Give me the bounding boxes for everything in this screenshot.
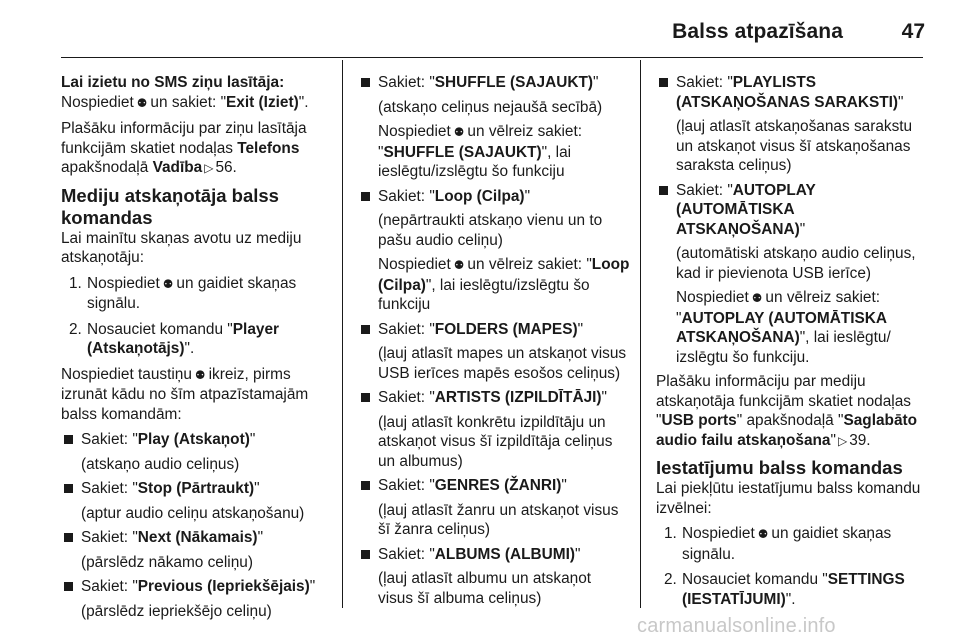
bullet-square-icon: [64, 533, 73, 542]
page-number: 47: [901, 20, 925, 43]
command: Loop (Cilpa): [434, 187, 525, 205]
bullet-shuffle: [358, 73, 630, 93]
text: un gaidiet skaņas signālu.: [682, 525, 892, 563]
text: Nospiediet: [682, 525, 755, 542]
sms-exit-instruction: [61, 93, 333, 114]
media-info-paragraph: [656, 372, 924, 451]
microphone-icon: ⚉: [136, 95, 148, 110]
command: PLAYLISTS (ATSKAŅOŠANAS SARAKSTI): [676, 74, 899, 111]
bullet-albums: [358, 545, 630, 565]
column-2: [358, 73, 630, 613]
text: Sakiet: ": [378, 477, 435, 494]
bullet-description: (aptur audio celiņu atskaņošanu): [81, 504, 305, 522]
bullet-previous: [61, 577, 333, 597]
text: ".: [785, 590, 796, 608]
column-3: [656, 73, 924, 615]
page-ref: 56.: [215, 159, 237, 176]
text: Plašāku informāciju par mediju atskaņotāja funkcijām skatiet nodaļas ": [656, 373, 911, 429]
text: Nospiediet: [378, 256, 451, 273]
bullet-loop: [358, 187, 630, 207]
header-rule: [61, 57, 923, 58]
bullet-square-icon: [361, 550, 370, 559]
microphone-icon: ⚉: [194, 367, 206, 382]
text: ikreiz, pirms izrunāt kādu no šīm atpazīstamajām balss komandām:: [61, 365, 309, 423]
step-number: 1.: [69, 274, 82, 292]
watermark: carmanualsonline.info: [637, 615, 836, 637]
bullet-genres: [358, 476, 630, 496]
text: Sakiet: ": [378, 320, 435, 338]
sms-exit-heading: Lai izietu no SMS ziņu lasītāja:: [61, 74, 285, 91]
bullet-description: (ļauj atlasīt mapes un atskaņot visus USB ierīces mapēs esošos celiņus): [378, 345, 627, 382]
text: ".: [184, 340, 195, 357]
microphone-icon: ⚉: [751, 291, 763, 305]
chapter-ref: USB ports: [661, 412, 737, 429]
text: Nospiediet: [61, 93, 134, 111]
command: Play (Atskaņot): [137, 431, 250, 448]
bullet-toggle-note: [358, 122, 630, 182]
command-player: Player (Atskaņotājs): [87, 320, 279, 357]
bullet-description: (nepārtraukti atskaņo vienu un to pašu audio celiņu): [378, 212, 603, 249]
command: Loop (Cilpa): [378, 256, 630, 294]
text: ": [309, 578, 316, 595]
step-1: [61, 274, 333, 314]
text: " apakšnodaļā ": [736, 412, 844, 429]
command: SHUFFLE (SAJAUKT): [434, 74, 593, 91]
bullet-square-icon: [361, 78, 370, 87]
command: AUTOPLAY (AUTOMĀTISKA ATSKAŅOŠANA): [676, 309, 887, 346]
bullet-toggle-note: [656, 288, 924, 367]
text: Sakiet: ": [81, 431, 138, 448]
bullet-description: (pārslēdz nākamo celiņu): [81, 553, 253, 571]
settings-step-2: [656, 570, 924, 609]
command: GENRES (ŽANRI): [434, 477, 562, 494]
text: ": [592, 74, 599, 91]
sms-info-paragraph: [61, 119, 333, 179]
command: Stop (Pārtraukt): [137, 480, 255, 497]
text: Sakiet: ": [378, 187, 435, 205]
page-ref: 39.: [849, 431, 871, 449]
command: ALBUMS (ALBUMI): [434, 545, 575, 563]
text: apakšnodaļā: [61, 159, 149, 176]
bullet-playlists: [656, 73, 924, 112]
bullet-description: (atskaņo celiņus nejaušā secībā): [378, 98, 603, 116]
bullet-description: (automātiski atskaņo audio celiņus, kad ir pievienota USB ierīce): [676, 245, 916, 282]
bullet-description: (atskaņo audio celiņus): [81, 455, 240, 473]
step-2: [61, 320, 333, 359]
bullet-square-icon: [361, 481, 370, 490]
text: Nosauciet komandu ": [87, 320, 233, 338]
page-title: Balss atpazīšana: [672, 20, 843, 43]
column-divider-1: [342, 60, 343, 608]
bullet-square-icon: [361, 192, 370, 201]
text: ", lai ieslēgtu/izslēgtu šo funkciju: [378, 276, 590, 313]
bullet-square-icon: [64, 582, 73, 591]
page-header: [0, 0, 960, 58]
text: Nospiediet taustiņu: [61, 365, 192, 383]
bullet-description: (ļauj atlasīt atskaņošanas sarakstu un atskaņot visus šī atskaņošanas saraksta celiņus): [676, 118, 913, 174]
text: ".: [298, 93, 309, 111]
text: ": [799, 220, 806, 238]
column-divider-2: [640, 60, 641, 608]
media-intro: Lai mainītu skaņas avotu uz mediju atskaņotāju:: [61, 229, 302, 266]
microphone-icon: ⚉: [757, 527, 769, 541]
command: FOLDERS (MAPES): [434, 320, 578, 338]
text: ": [254, 480, 260, 497]
text: ": [257, 529, 264, 546]
bullet-square-icon: [361, 393, 370, 402]
command-exit: Exit (Iziet): [226, 93, 299, 111]
bullet-square-icon: [361, 325, 370, 334]
bullet-folders: [358, 320, 630, 340]
text: ": [561, 477, 567, 494]
text: Sakiet: ": [378, 545, 435, 563]
text: ": [575, 545, 581, 563]
step-number: 1.: [664, 525, 677, 542]
text: ": [249, 431, 256, 448]
command-settings: SETTINGS (IESTATĪJUMI): [682, 571, 905, 608]
step-number: 2.: [69, 320, 82, 338]
microphone-icon: ⚉: [162, 276, 174, 291]
text: Sakiet: ": [81, 480, 138, 497]
command: ARTISTS (IZPILDĪTĀJI): [434, 389, 602, 406]
bullet-square-icon: [659, 186, 668, 195]
command: Previous (Iepriekšējais): [137, 578, 310, 595]
command: Next (Nākamais): [137, 529, 258, 546]
section-ref: Saglabāto audio failu atskaņošana: [656, 412, 918, 449]
text: un vēlreiz sakiet: ": [467, 256, 592, 273]
text: ", lai ieslēgtu/izslēgtu šo funkciju: [378, 143, 572, 180]
text: un vēlreiz sakiet: ": [378, 123, 583, 161]
text: ": [524, 187, 531, 205]
page-ref-icon: ▷: [204, 161, 214, 175]
settings-section-heading: Iestatījumu balss komandas: [656, 457, 903, 478]
settings-intro: Lai piekļūtu iestatījumu balss komandu izvēlnei:: [656, 480, 921, 517]
bullet-stop: [61, 479, 333, 499]
page-ref-icon: ▷: [837, 433, 848, 448]
text: Plašāku informāciju par ziņu lasītāja funkcijām skatiet nodaļas: [61, 120, 307, 157]
bullet-description: (ļauj atlasīt albumu un atskaņot visus šī albuma celiņus): [378, 570, 592, 607]
section-ref: Vadība: [152, 159, 203, 176]
command: AUTOPLAY (AUTOMĀTISKA ATSKAŅOŠANA): [676, 181, 816, 238]
text: Nospiediet: [378, 123, 451, 140]
bullet-square-icon: [64, 435, 73, 444]
text: Nospiediet: [676, 289, 749, 306]
chapter-ref: Telefons: [237, 139, 300, 157]
text: Sakiet: ": [378, 74, 435, 91]
text: un sakiet: ": [150, 93, 227, 111]
text: un gaidiet skaņas signālu.: [87, 274, 297, 312]
text: Sakiet: ": [676, 181, 733, 199]
text: ": [830, 431, 836, 449]
bullet-autoplay: [656, 181, 924, 240]
bullet-next: [61, 528, 333, 548]
bullet-artists: [358, 388, 630, 408]
text: Sakiet: ": [676, 74, 733, 91]
column-1: [61, 73, 333, 626]
microphone-icon: ⚉: [453, 258, 465, 272]
text: ": [601, 389, 607, 406]
settings-step-1: [656, 524, 924, 564]
microphone-icon: ⚉: [453, 125, 465, 139]
bullet-description: (ļauj atlasīt žanru un atskaņot visus šī žanra celiņus): [378, 501, 619, 538]
text: ": [577, 320, 584, 338]
text: Sakiet: ": [81, 578, 138, 595]
press-instruction: [61, 365, 333, 425]
text: ", lai ieslēgtu/ izslēgtu šo funkciju.: [676, 329, 891, 366]
command: SHUFFLE (SAJAUKT): [383, 143, 542, 161]
text: Nospiediet: [87, 274, 160, 292]
bullet-square-icon: [659, 78, 668, 87]
text: Sakiet: ": [81, 529, 138, 546]
bullet-play: [61, 430, 333, 450]
text: un vēlreiz sakiet: ": [676, 289, 881, 327]
media-section-heading: Mediju atskaņotāja balss komandas: [61, 184, 279, 228]
text: Nosauciet komandu ": [682, 571, 828, 588]
bullet-square-icon: [64, 484, 73, 493]
step-number: 2.: [664, 571, 677, 588]
bullet-description: (ļauj atlasīt konkrētu izpildītāju un atskaņot visus šī izpildītāja celiņus un albumus): [378, 413, 613, 470]
bullet-toggle-note: [358, 255, 630, 315]
bullet-description: (pārslēdz iepriekšējo celiņu): [81, 602, 272, 620]
text: Sakiet: ": [378, 389, 435, 406]
text: ": [898, 93, 904, 111]
